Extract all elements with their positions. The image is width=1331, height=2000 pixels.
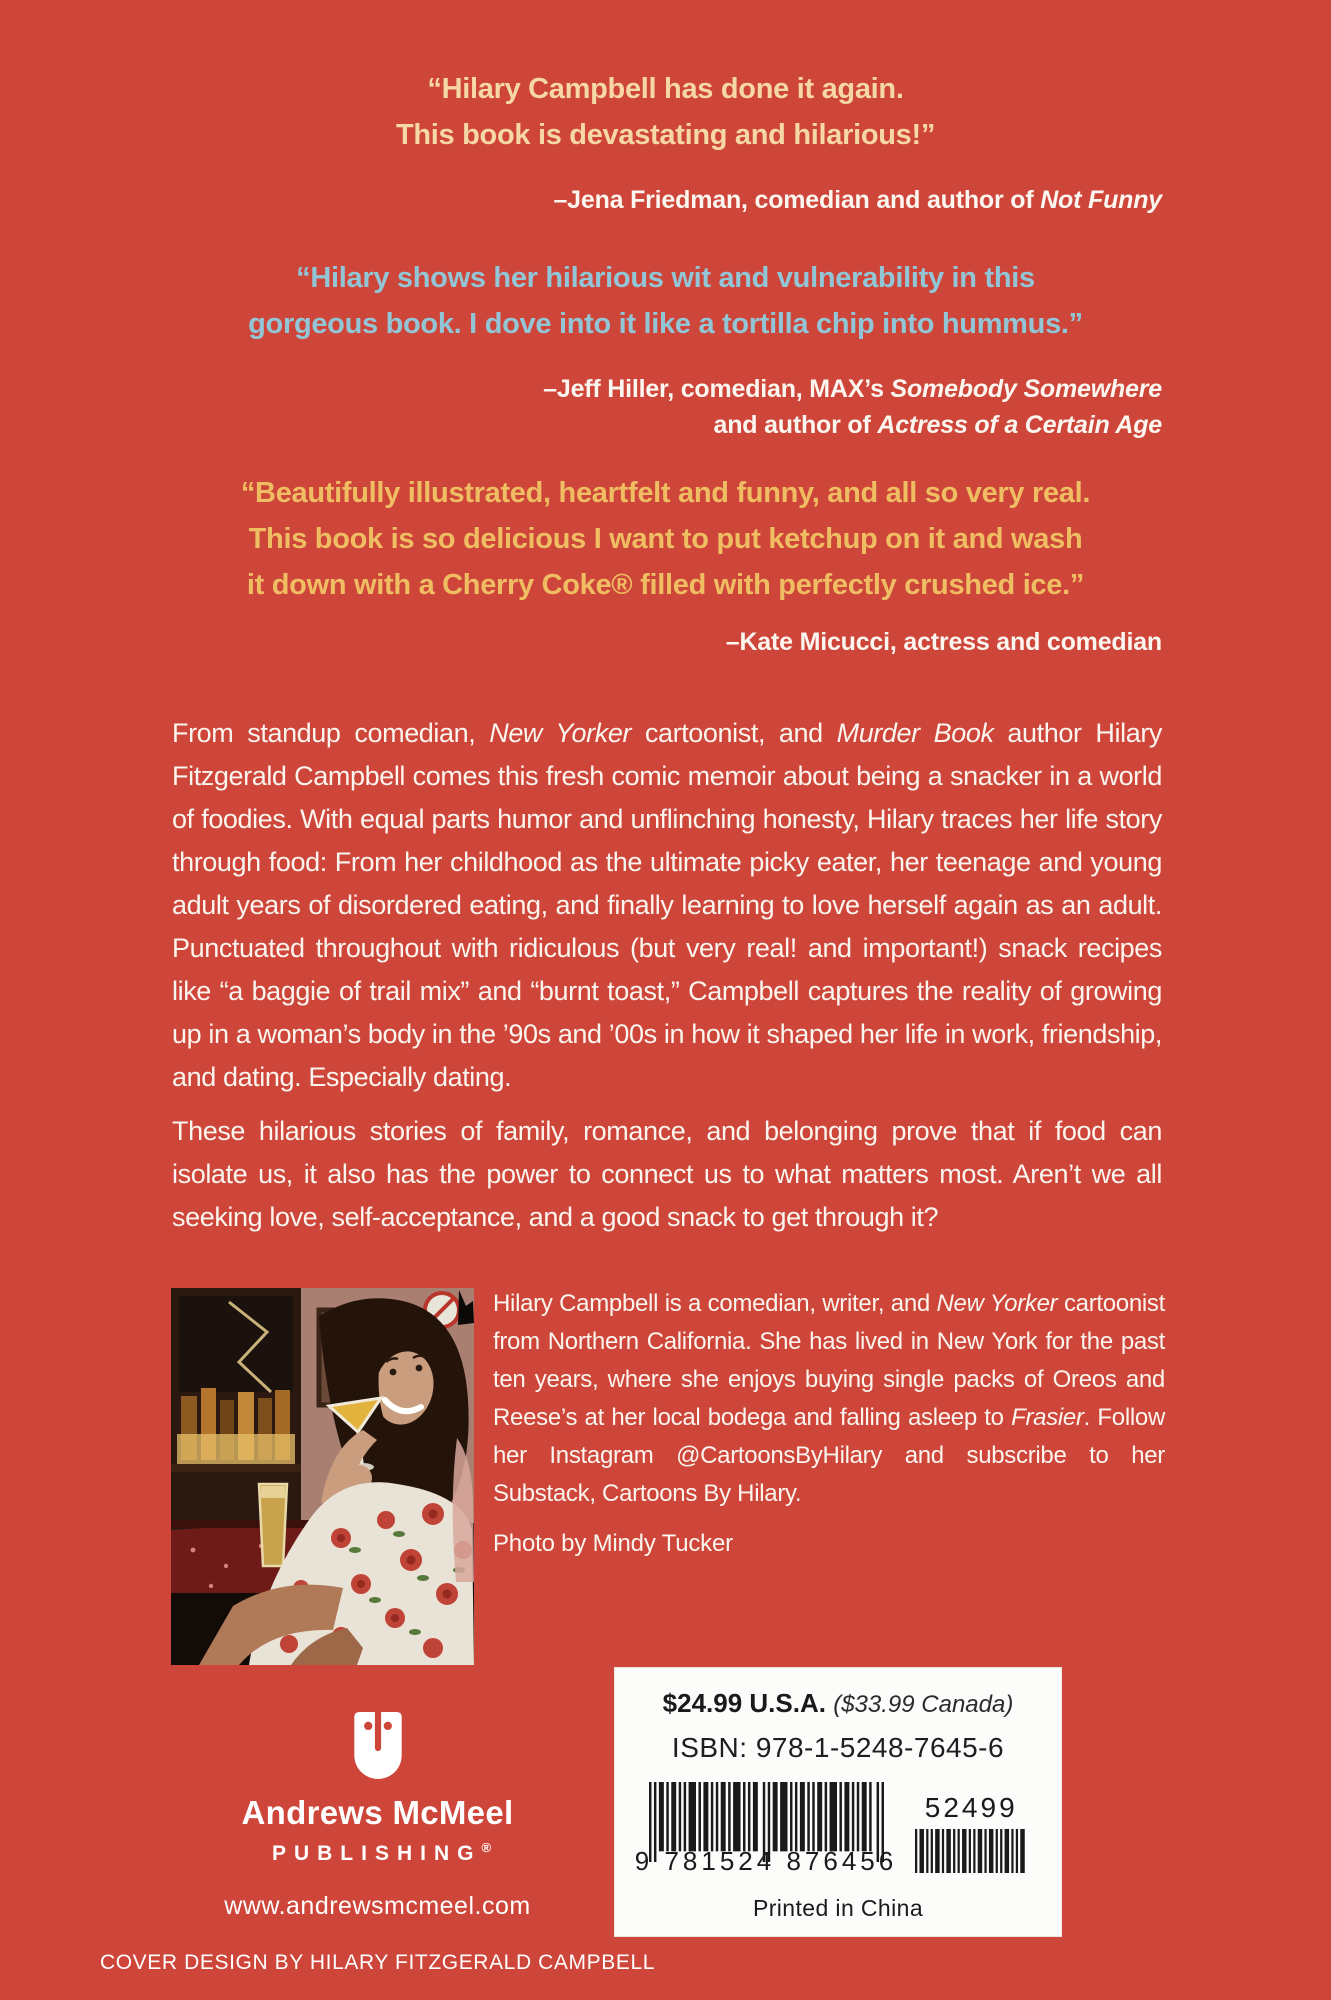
- blurb-quote-3: [0, 470, 1331, 608]
- publisher-division: PUBLISHING®: [271, 1840, 492, 1865]
- quote-line: “Hilary shows her hilarious wit and vulnerability in this: [296, 262, 1035, 294]
- quote-attribution-3: –Kate Micucci, actress and comedian: [725, 628, 1162, 656]
- quote-attribution-2: –Jeff Hiller, comedian, MAX’s Somebody Somewhere and author of Actress of a Certain Age: [543, 375, 1162, 439]
- cover-design-credit: COVER DESIGN BY HILARY FITZGERALD CAMPBELL: [99, 1951, 656, 1974]
- barcode-digits: 9 781524 876456: [634, 1846, 898, 1876]
- barcode-row: [634, 1782, 1027, 1877]
- quote-line: This book is so delicious I want to put ketchup on it and wash: [248, 523, 1083, 555]
- publisher-name: Andrews McMeel: [241, 1794, 514, 1831]
- author-bio: Hilary Campbell is a comedian, writer, and New Yorker cartoonist from Northern California. She has lived in New York for the past ten years, where she enjoys buying single packs of Oreos and Reese’s at her local bodega and falling asleep to Frasier. Follow her Instagram @CartoonsByHilary and subscribe to her Substack, Cartoons By Hilary.: [493, 1290, 1166, 1507]
- quote-attribution-1: –Jena Friedman, comedian and author of Not Funny: [553, 186, 1162, 214]
- supplemental-barcode: [915, 1792, 1027, 1873]
- andrews-mcmeel-logo-icon: [352, 1712, 404, 1780]
- publisher-block: [100, 1712, 655, 1975]
- author-photo: [171, 1288, 474, 1665]
- price-barcode-box: [614, 1667, 1062, 1937]
- photo-credit: Photo by Mindy Tucker: [493, 1530, 733, 1557]
- publisher-website: www.andrewsmcmeel.com: [224, 1892, 531, 1920]
- isbn-number: ISBN: 978-1-5248-7645-6: [671, 1732, 1005, 1763]
- registered-mark: ®: [481, 1840, 492, 1855]
- quote-line: “Hilary Campbell has done it again.: [427, 73, 904, 105]
- price-canada: ($33.99 Canada): [833, 1691, 1014, 1718]
- supplement-code: 52499: [924, 1792, 1018, 1823]
- blurb-quote-2: [0, 255, 1331, 347]
- description-paragraph-1: From standup comedian, New Yorker cartoonist, and Murder Book author Hilary Fitzgerald Campbell comes this fresh comic memoir about being a snacker in a world of foodies. With equal parts humor and unflinching honesty, Hilary traces her life story through food: From her childhood as the ultimate picky eater, her teenage and young adult years of disordered eating, and finally learning to love herself again as an adult. Punctuated throughout with ridiculous (but very real! and important!) snack recipes like “a baggie of trail mix” and “burnt toast,” Campbell captures the reality of growing up in a woman’s body in the ’90s and ’00s in how it shaped her life in work, friendship, and dating. Especially dating.: [172, 718, 1163, 1092]
- quote-line: gorgeous book. I dove into it like a tortilla chip into hummus.”: [248, 308, 1083, 340]
- supplement-bars: [915, 1829, 1027, 1873]
- description-paragraph-2: These hilarious stories of family, romance, and belonging prove that if food can isolate us, it also has the power to connect us to what matters most. Aren’t we all seeking love, self-acceptance, and a good snack to get through it?: [172, 1116, 1162, 1232]
- author-photo-illustration: [171, 1288, 474, 1665]
- quote-line: This book is devastating and hilarious!”: [395, 119, 936, 151]
- price-usa: $24.99 U.S.A.: [662, 1688, 826, 1718]
- price-line: [663, 1688, 1014, 1719]
- printed-in-china: Printed in China: [752, 1895, 924, 1921]
- ean-barcode: [634, 1782, 898, 1877]
- blurb-quote-1: [0, 66, 1331, 158]
- quote-line: it down with a Cherry Coke® filled with perfectly crushed ice.”: [246, 569, 1085, 601]
- quote-line: “Beautifully illustrated, heartfelt and funny, and all so very real.: [240, 477, 1091, 509]
